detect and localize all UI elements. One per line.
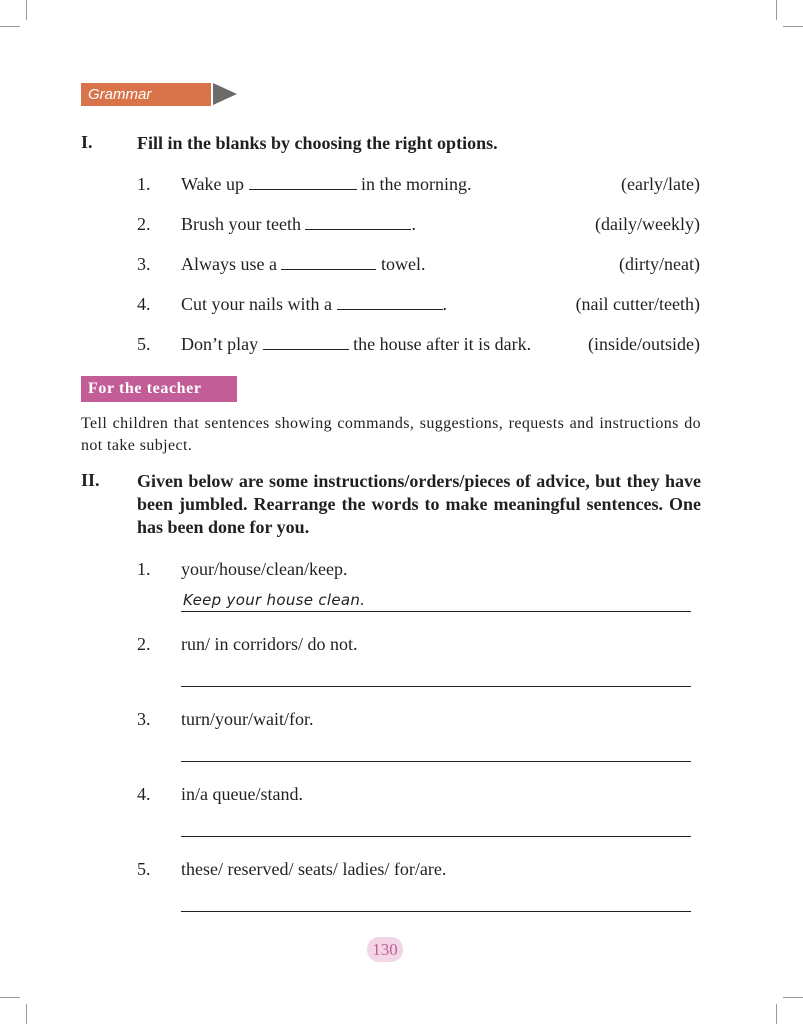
fill-blank-item xyxy=(0,172,803,196)
crop-mark xyxy=(26,0,27,20)
item-number: 5. xyxy=(137,334,151,354)
item-number: 3. xyxy=(137,709,151,729)
crop-mark xyxy=(783,26,803,27)
answer-line[interactable] xyxy=(181,836,691,837)
grammar-section-tag: Grammar xyxy=(81,83,211,106)
jumbled-words: run/ in corridors/ do not. xyxy=(181,634,358,654)
page-number: 130 xyxy=(367,937,403,962)
item-options: (dirty/neat) xyxy=(619,254,700,274)
crop-mark xyxy=(26,1004,27,1024)
section-two-title: Given below are some instructions/orders/pieces of advice, but they have been jumbled. Rearrange the words to make meaningful sentences. One has been done for you. xyxy=(137,471,701,537)
item-sentence: Wake up in the morning. xyxy=(181,174,472,194)
jumbled-words: in/a queue/stand. xyxy=(181,784,303,804)
crop-mark xyxy=(776,1004,777,1024)
item-number: 3. xyxy=(137,254,151,274)
section-two-number: II. xyxy=(81,470,100,490)
blank-input[interactable] xyxy=(305,212,411,230)
teacher-note-tag: For the teacher xyxy=(81,376,237,402)
answer-line[interactable] xyxy=(181,686,691,687)
sample-answer: Keep your house clean. xyxy=(183,591,366,609)
fill-blank-item xyxy=(0,292,803,316)
item-options: (inside/outside) xyxy=(588,334,700,354)
item-number: 1. xyxy=(137,559,151,579)
item-number: 5. xyxy=(137,859,151,879)
answer-line[interactable] xyxy=(181,911,691,912)
item-number: 2. xyxy=(137,214,151,234)
item-number: 2. xyxy=(137,634,151,654)
item-number: 4. xyxy=(137,294,151,314)
crop-mark xyxy=(783,997,803,998)
teacher-note-text: Tell children that sentences showing commands, suggestions, requests and instructions do not take subject. xyxy=(81,415,701,454)
crop-mark xyxy=(776,0,777,20)
blank-input[interactable] xyxy=(281,252,376,270)
jumbled-words: these/ reserved/ seats/ ladies/ for/are. xyxy=(181,859,447,879)
blank-input[interactable] xyxy=(263,332,349,350)
blank-input[interactable] xyxy=(249,172,357,190)
fill-blank-item xyxy=(0,332,803,356)
answer-line[interactable] xyxy=(181,761,691,762)
item-options: (daily/weekly) xyxy=(595,214,700,234)
answer-line[interactable] xyxy=(181,611,691,612)
crop-mark xyxy=(0,997,20,998)
item-sentence: Don’t play the house after it is dark. xyxy=(181,334,532,354)
item-number: 1. xyxy=(137,174,151,194)
jumbled-words: your/house/clean/keep. xyxy=(181,559,348,579)
item-options: (nail cutter/teeth) xyxy=(575,294,700,314)
crop-mark xyxy=(0,26,20,27)
item-number: 4. xyxy=(137,784,151,804)
item-sentence: Cut your nails with a . xyxy=(181,294,447,314)
jumbled-words: turn/your/wait/for. xyxy=(181,709,314,729)
section-one-number: I. xyxy=(81,132,93,152)
item-options: (early/late) xyxy=(621,174,700,194)
blank-input[interactable] xyxy=(337,292,443,310)
item-sentence: Brush your teeth . xyxy=(181,214,416,234)
section-one-title: Fill in the blanks by choosing the right options. xyxy=(137,133,498,153)
item-sentence: Always use a towel. xyxy=(181,254,426,274)
arrow-right-icon xyxy=(213,83,237,105)
fill-blank-item xyxy=(0,252,803,276)
fill-blank-item xyxy=(0,212,803,236)
